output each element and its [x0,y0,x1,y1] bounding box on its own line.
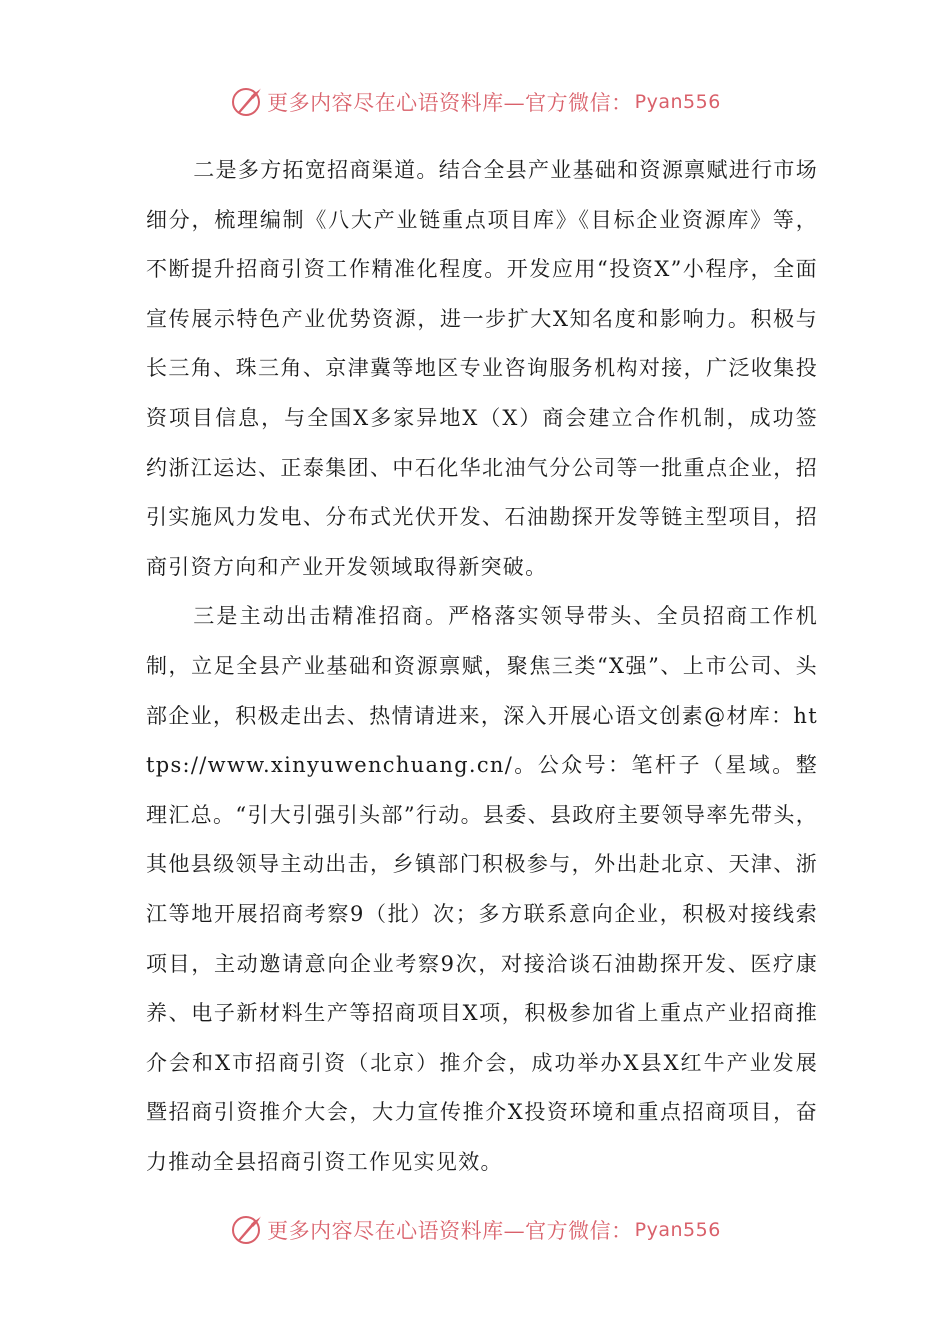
wechat-id: Pyan556 [634,91,721,113]
header-banner [0,82,950,122]
banner-text: 更多内容尽在心语资料库—官方微信： [267,91,633,115]
document-body [146,146,818,1187]
quill-pen-icon [229,1213,263,1247]
banner-text: 更多内容尽在心语资料库—官方微信： [267,1219,633,1243]
paragraph-targeted-investment: 三是主动出击精准招商。严格落实领导带头、全员招商工作机制，立足全县产业基础和资源禀赋，聚焦三类“X强”、上市公司、头部企业，积极走出去、热情请进来，深入开展心语文创素@材库：https://www.xinyuwenchuang.cn/。公众号：笔杆子（星域。整理汇总。“引大引强引头部”行动。县委、县政府主要领导率先带头，其他县级领导主动出击，乡镇部门积极参与，外出赴北京、天津、浙江等地开展招商考察9（批）次；多方联系意向企业，积极对接线索项目，主动邀请意向企业考察9次，对接洽谈石油勘探开发、医疗康养、电子新材料生产等招商项目X项，积极参加省上重点产业招商推介会和X市招商引资（北京）推介会，成功举办X县X红牛产业发展暨招商引资推介大会，大力宣传推介X投资环境和重点招商项目，奋力推动全县招商引资工作见实见效。 [146,604,818,1174]
wechat-id: Pyan556 [634,1219,721,1241]
footer-banner [0,1210,950,1250]
paragraph-channels: 二是多方拓宽招商渠道。结合全县产业基础和资源禀赋进行市场细分，梳理编制《八大产业链重点项目库》《目标企业资源库》等，不断提升招商引资工作精准化程度。开发应用“投资X”小程序，全面宣传展示特色产业优势资源，进一步扩大X知名度和影响力。积极与长三角、珠三角、京津冀等地区专业咨询服务机构对接，广泛收集投资项目信息，与全国X多家异地X（X）商会建立合作机制，成功签约浙江运达、正泰集团、中石化华北油气分公司等一批重点企业，招引实施风力发电、分布式光伏开发、石油勘探开发等链主型项目，招商引资方向和产业开发领域取得新突破。 [146,158,818,579]
quill-pen-icon [229,85,263,119]
